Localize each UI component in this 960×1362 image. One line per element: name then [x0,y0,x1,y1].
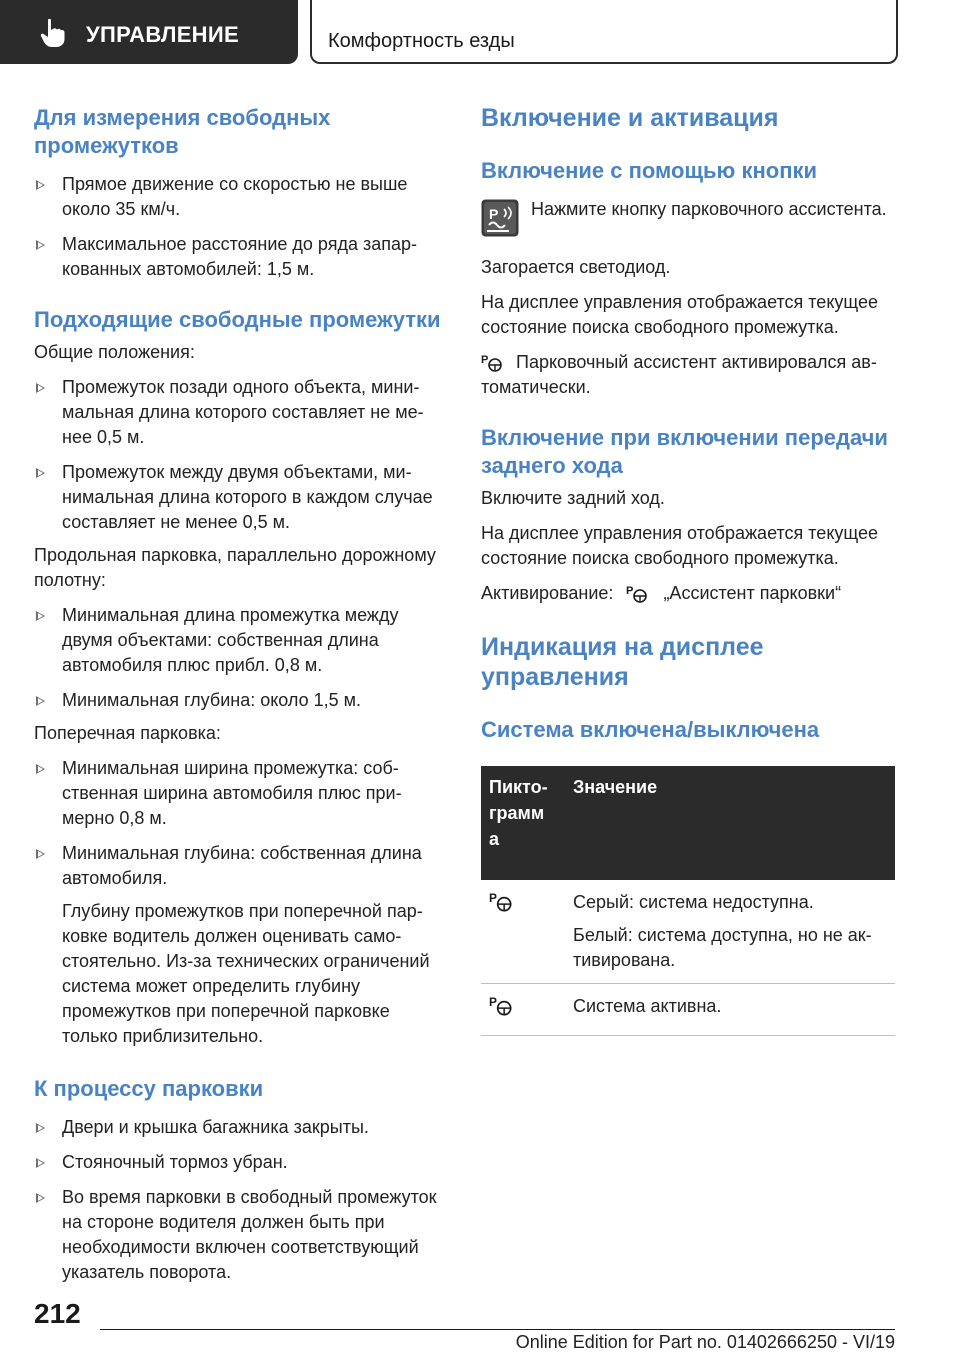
hand-pointer-icon [40,18,66,48]
list-item: Стояночный тормоз убран. [34,1150,446,1175]
meaning-cell [565,880,895,984]
parking-assistant-symbol-icon [489,890,515,914]
activation-line [481,581,895,606]
meaning-gray: Серый: система недоступна. [573,892,814,912]
list-item: Во время парковки в свободный промежуток на стороне водителя должен быть при необходимости включен соответствующий указатель поворота. [34,1185,446,1285]
svg-text:P: P [481,354,489,367]
list-item: Минимальная глубина: около 1,5 м. [34,688,446,713]
activation-label: Активирование: [481,583,614,603]
perpendicular-label: Поперечная парковка: [34,723,221,743]
pictogram-cell [481,984,565,1036]
heading-enable-activate: Включение и активация [481,104,779,132]
table-row [481,880,895,984]
chapter-tab [310,0,898,64]
heading-suitable-gaps: Подходящие свободные промежутки [34,307,441,332]
pictogram-cell [481,880,565,984]
column-header-pictogram: Пиктограмм а [481,766,565,880]
list-item: Двери и крышка багажника закрыты. [34,1115,446,1140]
heading-system-on-off: Система включена/выключена [481,717,820,742]
chapter-title: Комфортность езды [328,30,515,52]
heading-enable-reverse: Включение при включении передачи заднего хода [481,425,888,478]
auto-activated-text [481,350,895,400]
list-item: Минимальная глубина: собственная длина автомобиля. [34,841,446,891]
edition-note: Online Edition for Part no. 01402666250 - VI/19 [515,1332,895,1352]
list-item: Промежуток между двумя объектами, минимальная длина которого в каждом случае составляет не менее 0,5 м. [34,460,446,535]
table-header-row [481,766,895,880]
meaning-cell: Система активна. [565,984,895,1036]
svg-text:P: P [489,995,497,1009]
meaning-white: Белый: система доступна, но не активирована. [573,925,872,970]
section-tab [0,0,298,64]
activation-value: „Ассистент парковки“ [663,583,842,603]
svg-text:P: P [489,206,499,222]
right-column [481,100,895,1036]
press-button-text: Нажмите кнопку парковочного ассистента. [531,199,887,219]
parking-assistant-active-icon [489,994,515,1018]
heading-display-indication: Индикация на дисплее управления [481,633,764,691]
led-text: Загорается светодиод. [481,257,671,277]
perpendicular-note: Глубину промежутков при поперечной парковке водитель должен оценивать самостоятельно. Из-за технических ограничений система может определить глубину промежутков при поперечной парковке только приблизительно. [62,901,430,1046]
list-item: Промежуток позади одного объекта, минимальная длина которого составляет не менее 0,5 м. [34,375,446,450]
list-item: Максимальное расстояние до ряда запаркованных автомобилей: 1,5 м. [34,232,446,282]
table-row [481,984,895,1036]
list-item: Прямое движение со скоростью не выше около 35 км/ч. [34,172,446,222]
page-number: 212 [34,1298,81,1329]
heading-enable-button: Включение с помощью кнопки [481,158,818,183]
parking-assistant-symbol-icon [481,352,505,374]
footer-divider [100,1329,895,1330]
list-item: Минимальная ширина промежутка: собственная ширина автомобиля плюс примерно 0,8 м. [34,756,446,831]
parking-assistant-button-icon [481,199,519,237]
auto-activated-label: Парковочный ассистент активировался автоматически. [481,352,877,397]
svg-text:P: P [489,891,497,905]
svg-text:P: P [626,585,634,598]
press-button-block [481,197,895,247]
parallel-label: Продольная парковка, параллельно дорожному полотну: [34,545,436,590]
parking-assistant-symbol-icon [626,583,650,605]
heading-parking-process: К процессу парковки [34,1076,264,1101]
engage-reverse-text: Включите задний ход. [481,488,665,508]
left-column [34,100,446,1285]
heading-gaps-measure: Для измерения свободных промежутков [34,105,331,158]
display-status-text-2: На дисплее управления отображается текущее состояние поиска свободного промежутка. [481,523,879,568]
display-status-text-1: На дисплее управления отображается текущее состояние поиска свободного промежутка. [481,292,879,337]
pictogram-table [481,766,895,1036]
list-item: Минимальная длина промежутка между двумя объектами: собственная длина автомобиля плюс прибл. 0,8 м. [34,603,446,678]
general-label: Общие положения: [34,342,195,362]
column-header-meaning: Значение [565,766,895,880]
section-title: УПРАВЛЕНИЕ [86,22,239,47]
